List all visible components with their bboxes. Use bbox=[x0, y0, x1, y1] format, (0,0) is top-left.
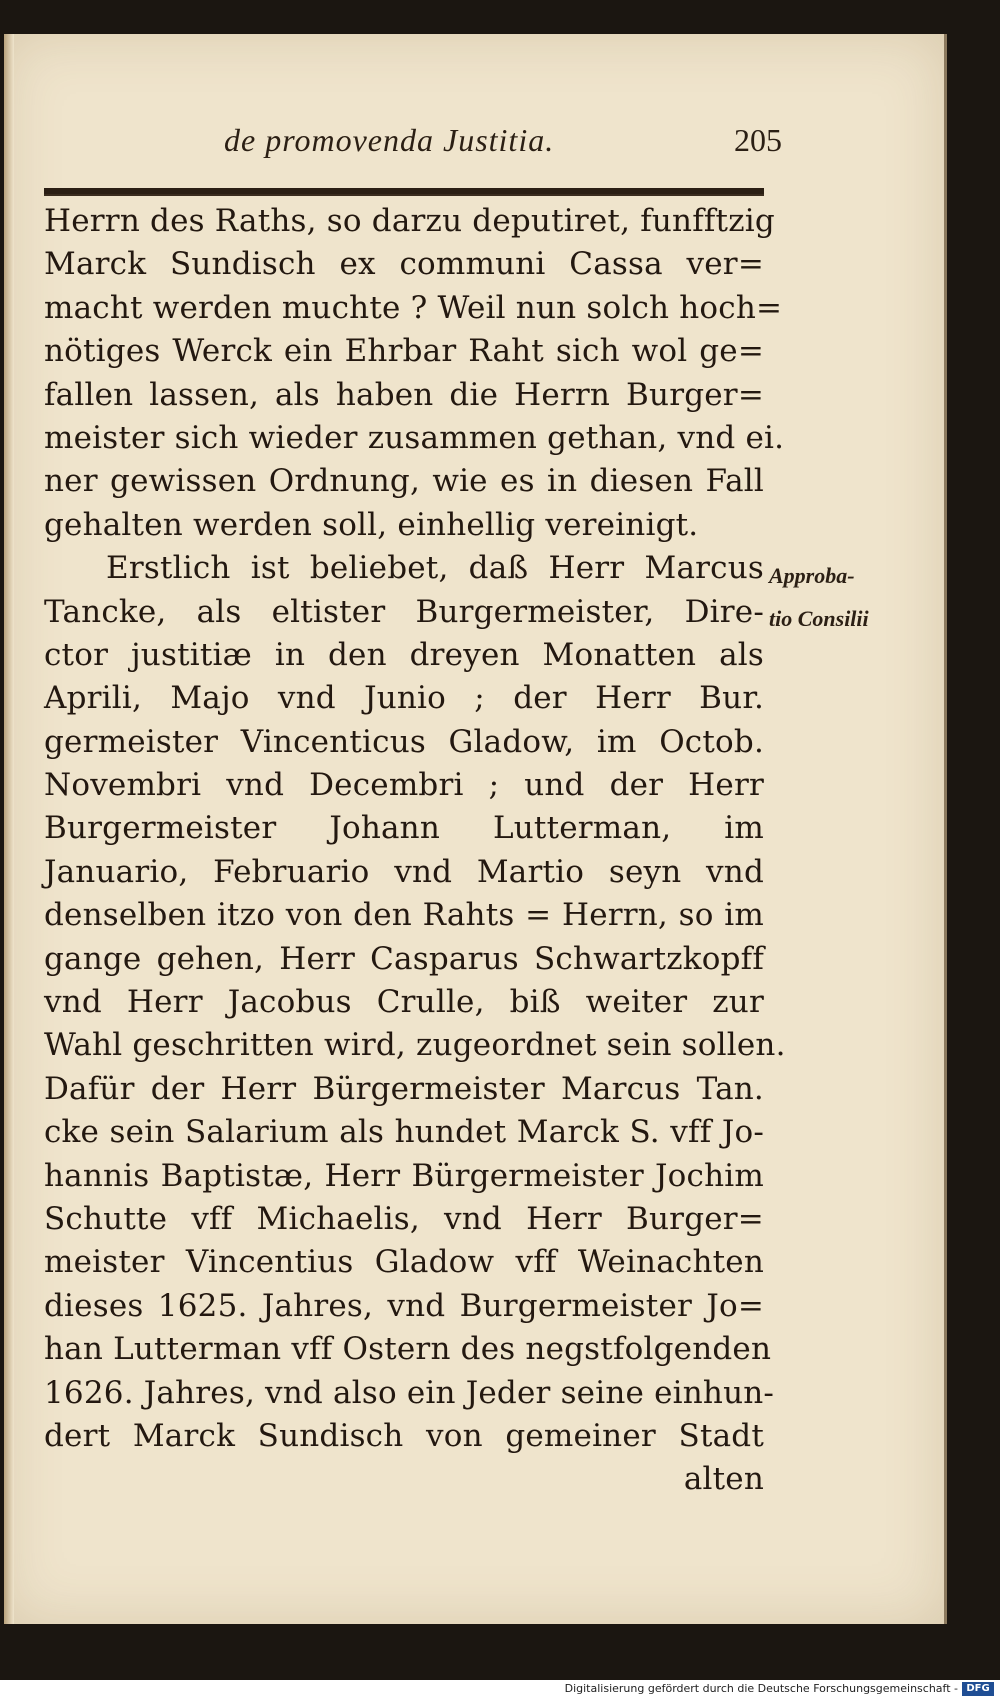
text-line: nötiges Werck ein Ehrbar Raht sich wol ge= bbox=[44, 333, 764, 370]
text-line: gange gehen, Herr Casparus Schwartzkopff bbox=[44, 940, 764, 977]
text-line: ctor justitiæ in den dreyen Monatten als bbox=[44, 636, 764, 673]
text-line: Tancke, als eltister Burgermeister, Dire- bbox=[44, 593, 764, 630]
text-line: ner gewissen Ordnung, wie es in diesen Fall bbox=[44, 463, 764, 500]
text-line: Erstlich ist beliebet, daß Herr Marcus bbox=[106, 550, 764, 587]
text-line: Wahl geschritten wird, zugeordnet sein sollen. bbox=[44, 1027, 786, 1064]
text-line: Novembri vnd Decembri ; und der Herr bbox=[44, 767, 764, 804]
text-line: vnd Herr Jacobus Crulle, biß weiter zur bbox=[44, 984, 764, 1021]
body-text bbox=[44, 200, 786, 1502]
text-line: cke sein Salarium als hundet Marck S. vff Jo- bbox=[44, 1114, 764, 1151]
running-title: de promovenda Justitia. bbox=[224, 122, 555, 158]
text-line: Januario, Februario vnd Martio seyn vnd bbox=[44, 853, 764, 890]
text-line: denselben itzo von den Rahts = Herrn, so im bbox=[44, 897, 764, 934]
book-page bbox=[4, 34, 947, 1624]
text-line: Aprili, Majo vnd Junio ; der Herr Bur. bbox=[44, 680, 764, 717]
catchword: alten bbox=[683, 1461, 764, 1498]
text-line: Herrn des Raths, so darzu deputiret, funfftzig bbox=[44, 203, 775, 239]
header-rule bbox=[44, 188, 764, 194]
dfg-logo: DFG bbox=[962, 1682, 994, 1696]
text-line: dieses 1625. Jahres, vnd Burgermeister Jo= bbox=[44, 1287, 764, 1324]
marginal-note-line: Approba- bbox=[769, 563, 855, 588]
text-line: hannis Baptistæ, Herr Bürgermeister Jochim bbox=[44, 1157, 764, 1194]
text-line: han Lutterman vff Ostern des negstfolgenden bbox=[44, 1331, 772, 1368]
text-line: meister sich wieder zusammen gethan, vnd ei. bbox=[44, 419, 785, 456]
text-line: 1626. Jahres, vnd also ein Jeder seine einhun- bbox=[44, 1374, 775, 1411]
page-number: 205 bbox=[734, 122, 782, 158]
digitization-footer bbox=[0, 1680, 1000, 1700]
text-line: dert Marck Sundisch von gemeiner Stadt bbox=[44, 1417, 764, 1454]
marginal-note bbox=[769, 554, 899, 640]
text-line: fallen lassen, als haben die Herrn Burger= bbox=[44, 376, 764, 413]
text-line: Marck Sundisch ex communi Cassa ver= bbox=[44, 246, 764, 283]
text-line: germeister Vincenticus Gladow, im Octob. bbox=[44, 723, 764, 760]
text-line: gehalten werden soll, einhellig vereinigt. bbox=[44, 506, 699, 543]
page-header bbox=[214, 114, 782, 174]
text-line: Dafür der Herr Bürgermeister Marcus Tan. bbox=[44, 1070, 764, 1107]
text-line: macht werden muchte ? Weil nun solch hoch= bbox=[44, 289, 783, 326]
binding-edge bbox=[4, 34, 14, 1624]
text-line: meister Vincentius Gladow vff Weinachten bbox=[44, 1244, 764, 1281]
text-line: Burgermeister Johann Lutterman, im bbox=[44, 810, 764, 847]
marginal-note-line: tio Consilii bbox=[769, 606, 869, 631]
text-line: Schutte vff Michaelis, vnd Herr Burger= bbox=[44, 1200, 764, 1237]
funding-credit: Digitalisierung gefördert durch die Deutsche Forschungsgemeinschaft - bbox=[564, 1682, 958, 1695]
